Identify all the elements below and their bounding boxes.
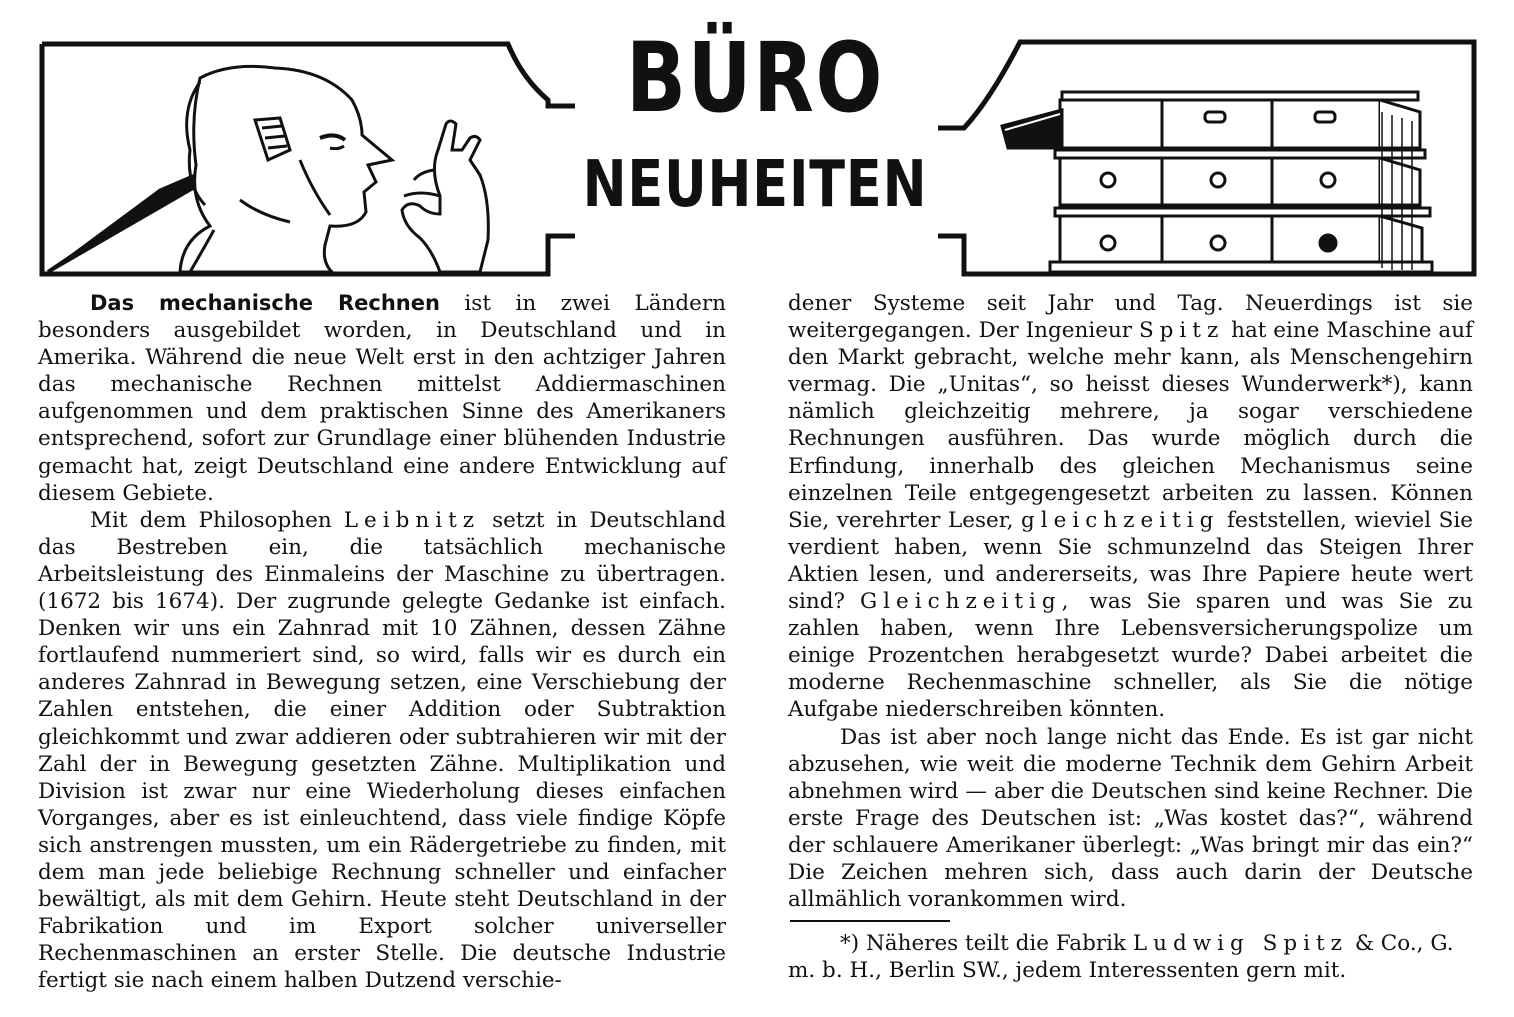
- article-lead: Das mechanische Rechnen: [90, 291, 440, 315]
- spaced-name: Spitz: [1138, 318, 1225, 344]
- text-run: & Co., G. m. b. H., Berlin SW., jedem Interessenten gern mit.: [788, 931, 1454, 984]
- article-column-right: [788, 290, 1473, 913]
- spaced-name: Ludwig Spitz: [1132, 931, 1348, 956]
- paragraph: [38, 290, 726, 507]
- text-run: ist in zwei Ländern besonders ausgebildet worden, in Deutschland und in Amerika. Während die neue Welt erst in den achtziger Jahren das mechanische Rechnen mittelst Addiermaschinen aufgenommen und dem praktischen Sinne des Amerikaners entsprechend, sofort zur Grundlage einer blühenden Industrie gemacht hat, zeigt Deutschland eine andere Entwicklung auf diesem Gebiete.: [38, 291, 726, 506]
- text-run: was Sie sparen und was Sie zu zahlen haben, wenn Ihre Lebensversicherungspolize um einige Prozentchen herabgesetzt wurde? Dabei arbeitet die moderne Rechenmaschine schneller, als Sie die nötige Aufgabe niederschreiben könnten.: [788, 589, 1473, 723]
- cabinet-illustration: [1002, 92, 1432, 272]
- spaced-emphasis: Gleichzeitig,: [859, 589, 1075, 615]
- header-banner: [0, 0, 1514, 290]
- masthead-title: BÜRO: [625, 22, 885, 134]
- text-run: setzt in Deutschland das Bestreben ein, die tatsächlich mechanische Arbeitsleistung des Einmaleins der Maschine zu übertragen. (1672 bis 1674). Der zugrunde gelegte Gedanke ist einfach. Denken wir uns ein Zahnrad mit 10 Zähnen, dessen Zähne fortlaufend nummeriert sind, so wird, falls wir es durch ein anderes Zahnrad in Bewegung setzen, eine Verschiebung der Zahlen entstehen, die einer Addition oder Subtraktion gleichkommt und zwar addieren oder subtrahieren wir mit der Zahl der in Bewegung gesetzten Zähne. Multiplikation und Division ist zwar nur eine Wiederholung dieses einfachen Vorganges, aber es ist einleuchtend, dass viele findige Köpfe sich anstrengen mussten, um ein Rädergetriebe zu finden, mit dem man jede beliebige Rechnung schneller und einfacher bewältigt, als mit dem Gehirn. Heute steht Deutschland in der Fabrikation und im Export solcher universeller Rechenmaschinen an erster Stelle. Die deutsche Industrie fertigt sie nach einem halben Dutzend verschie-: [38, 507, 726, 994]
- portrait-illustration: [48, 66, 488, 272]
- text-run: dener Systeme seit Jahr und Tag. Neuerdings ist sie weitergegangen. Der Ingenieur: [788, 291, 1473, 344]
- paragraph: [38, 507, 726, 995]
- text-run: feststellen, wieviel Sie verdient haben, wenn Sie schmunzelnd das Steigen Ihrer Aktien lesen, und andererseits, was Ihre Papiere heute wert sind?: [788, 507, 1473, 615]
- spaced-name: Leibnitz: [343, 507, 481, 533]
- footnote: [788, 930, 1473, 984]
- footnote-divider: [790, 920, 950, 922]
- spaced-emphasis: gleichzeitig: [1021, 507, 1220, 533]
- text-run: hat eine Maschine auf den Markt gebracht, welche mehr kann, als Menschengehirn vermag. Die „Unitas“, so heisst dieses Wunderwerk*), kann nämlich gleichzeitig mehrere, ja sogar verschiedene Rechnungen ausführen. Das wurde möglich durch die Erfindung, innerhalb des gleichen Mechanismus seine einzelnen Teile entgegengesetzt arbeiten zu lassen. Können Sie, verehrter Leser,: [788, 318, 1473, 533]
- article-column-left: [38, 290, 726, 994]
- paragraph: Das ist aber noch lange nicht das Ende. Es ist gar nicht abzusehen, wie weit die moderne Technik dem Gehirn Arbeit abnehmen wird — aber die Deutschen sind keine Rechner. Die erste Frage des Deutschen ist: „Was kostet das?“, während der schlauere Amerikaner überlegt: „Was bringt mir das ein?“ Die Zeichen mehren sich, dass auch darin der Deutsche allmählich vorankommen wird.: [788, 724, 1473, 913]
- masthead-subtitle: NEUHEITEN: [582, 148, 928, 222]
- text-run: *) Näheres teilt die Fabrik: [840, 931, 1133, 956]
- paragraph: [788, 290, 1473, 724]
- footnote-text: [788, 930, 1473, 984]
- text-run: Mit dem Philosophen: [90, 507, 344, 533]
